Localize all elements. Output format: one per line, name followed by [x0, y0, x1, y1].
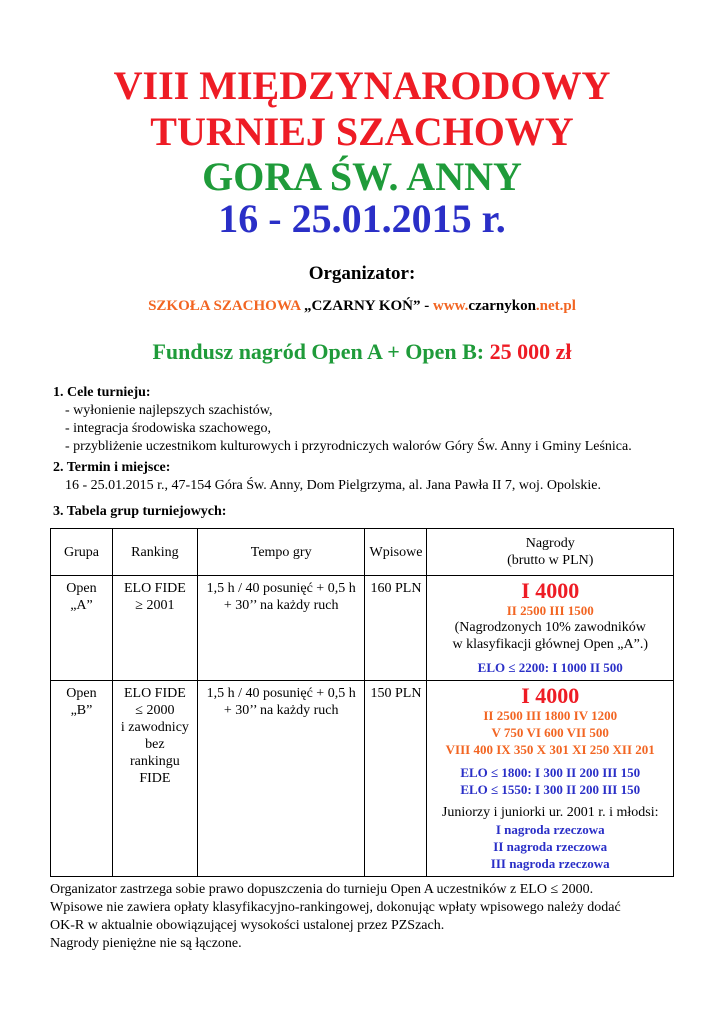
- table-row-open-a: [51, 576, 674, 681]
- header-ranking: Ranking: [112, 529, 197, 576]
- prize-b-main: I 4000: [521, 683, 580, 708]
- prize-b-line4: VIII 400 IX 350 X 301 XI 250 XII 201: [445, 742, 655, 757]
- group-b-line2: „B”: [70, 703, 93, 718]
- ranking-b-line5: rankingu: [130, 754, 180, 769]
- cell-prizes-a: [427, 576, 674, 681]
- prize-a-rest: II 2500 III 1500: [506, 603, 594, 618]
- prize-b-junior-2: II nagroda rzeczowa: [493, 839, 608, 854]
- cell-fee-a: 160 PLN: [365, 576, 427, 681]
- section-date-place-title: 2. Termin i miejsce:: [53, 460, 171, 475]
- url-www: www.: [432, 298, 469, 314]
- prize-a-elo: ELO ≤ 2200: I 1000 II 500: [477, 660, 623, 675]
- organizer-website-link[interactable]: [433, 298, 576, 314]
- tempo-a-line2: + 30’’ na każdy ruch: [223, 598, 339, 613]
- prize-a-main: I 4000: [521, 578, 580, 603]
- groups-table: [50, 528, 674, 877]
- tempo-b-line2: + 30’’ na każdy ruch: [223, 703, 339, 718]
- section-goals-title: 1. Cele turnieju:: [53, 385, 151, 400]
- section-groups-title: 3. Tabela grup turniejowych:: [53, 504, 227, 519]
- prize-fund-label: Fundusz nagród Open A + Open B:: [152, 339, 490, 364]
- goal-item: - integracja środowiska szachowego,: [65, 421, 272, 436]
- ranking-b-line6: FIDE: [139, 771, 171, 786]
- ranking-b-line1: ELO FIDE: [123, 686, 186, 701]
- prize-fund-amount: 25 000 zł: [489, 339, 572, 364]
- cell-prizes-b: [427, 681, 674, 877]
- cell-tempo-b: [197, 681, 365, 877]
- prize-a-note-2: w klasyfikacji głównej Open „A”.): [452, 637, 649, 652]
- footer-line: OK-R w aktualnie obowiązującej wysokości ustalonej przez PZSzach.: [50, 918, 445, 933]
- footer-line: Wpisowe nie zawiera opłaty klasyfikacyjno-rankingowej, dokonując wpłaty wpisowego należy dodać: [50, 900, 621, 915]
- prize-fund: [0, 339, 724, 365]
- cell-fee-b: 150 PLN: [365, 681, 427, 877]
- cell-group-b: [51, 681, 113, 877]
- ranking-b-line2: ≤ 2000: [135, 703, 175, 718]
- ranking-b-line4: bez: [145, 737, 165, 752]
- table-row-open-b: [51, 681, 674, 877]
- title-dates: 16 - 25.01.2015 r.: [218, 196, 506, 241]
- cell-tempo-a: [197, 576, 365, 681]
- organizer-name: „CZARNY KOŃ”: [303, 298, 421, 314]
- organizer-label: Organizator:: [308, 263, 416, 284]
- ranking-a-line1: ELO FIDE: [123, 581, 186, 596]
- title-line-2: TURNIEJ SZACHOWY: [150, 109, 574, 154]
- header-tempo: Tempo gry: [197, 529, 365, 576]
- prize-b-junior: Juniorzy i juniorki ur. 2001 r. i młodsi:: [441, 805, 659, 820]
- goal-item: - przybliżenie uczestnikom kulturowych i przyrodniczych walorów Góry Św. Anny i Gminy Leśnica.: [65, 439, 632, 454]
- title-location: GORA ŚW. ANNY: [202, 154, 522, 199]
- url-domain: czarnykon: [468, 298, 536, 314]
- header-group: Grupa: [51, 529, 113, 576]
- prize-b-elo-1: ELO ≤ 1800: I 300 II 200 III 150: [460, 765, 641, 780]
- prize-b-junior-3: III nagroda rzeczowa: [490, 856, 610, 871]
- prize-b-junior-1: I nagroda rzeczowa: [495, 822, 605, 837]
- footer-notes: [50, 881, 680, 953]
- section-date-place: [53, 459, 601, 495]
- section-groups: [53, 503, 226, 521]
- header-prizes-sub: (brutto w PLN): [507, 553, 594, 568]
- ranking-b-line3: i zawodnicy: [120, 720, 189, 735]
- prize-b-line3: V 750 VI 600 VII 500: [491, 725, 609, 740]
- header-fee: Wpisowe: [365, 529, 427, 576]
- footer-line: Organizator zastrzega sobie prawo dopuszczenia do turnieju Open A uczestników z ELO ≤ 2000.: [50, 882, 594, 897]
- prize-b-line2: II 2500 III 1800 IV 1200: [483, 708, 618, 723]
- prize-b-elo-2: ELO ≤ 1550: I 300 II 200 III 150: [460, 782, 641, 797]
- group-a-line2: „A”: [70, 598, 93, 613]
- table-header-row: [51, 529, 674, 576]
- title-line-1: VIII MIĘDZYNARODOWY: [113, 63, 611, 108]
- prize-a-note-1: (Nagrodzonych 10% zawodników: [454, 620, 646, 635]
- cell-ranking-a: [112, 576, 197, 681]
- tempo-a-line1: 1,5 h / 40 posunięć + 0,5 h: [206, 581, 356, 596]
- section-goals: [53, 384, 632, 456]
- tempo-b-line1: 1,5 h / 40 posunięć + 0,5 h: [206, 686, 356, 701]
- url-tld: .net.pl: [535, 298, 576, 314]
- cell-ranking-b: [112, 681, 197, 877]
- group-a-line1: Open: [66, 581, 97, 596]
- header-prizes: [427, 529, 674, 576]
- organizer-line: [0, 298, 724, 315]
- date-place-text: 16 - 25.01.2015 r., 47-154 Góra Św. Anny, Dom Pielgrzyma, al. Jana Pawła II 7, woj. Opolskie.: [65, 478, 601, 493]
- footer-line: Nagrody pieniężne nie są łączone.: [50, 936, 242, 951]
- ranking-a-line2: ≥ 2001: [135, 598, 175, 613]
- organizer-separator: -: [420, 298, 433, 314]
- cell-group-a: [51, 576, 113, 681]
- group-b-line1: Open: [66, 686, 97, 701]
- organizer-school: SZKOŁA SZACHOWA: [148, 298, 304, 314]
- goal-item: - wyłonienie najlepszych szachistów,: [65, 403, 273, 418]
- header-prizes-title: Nagrody: [525, 536, 575, 551]
